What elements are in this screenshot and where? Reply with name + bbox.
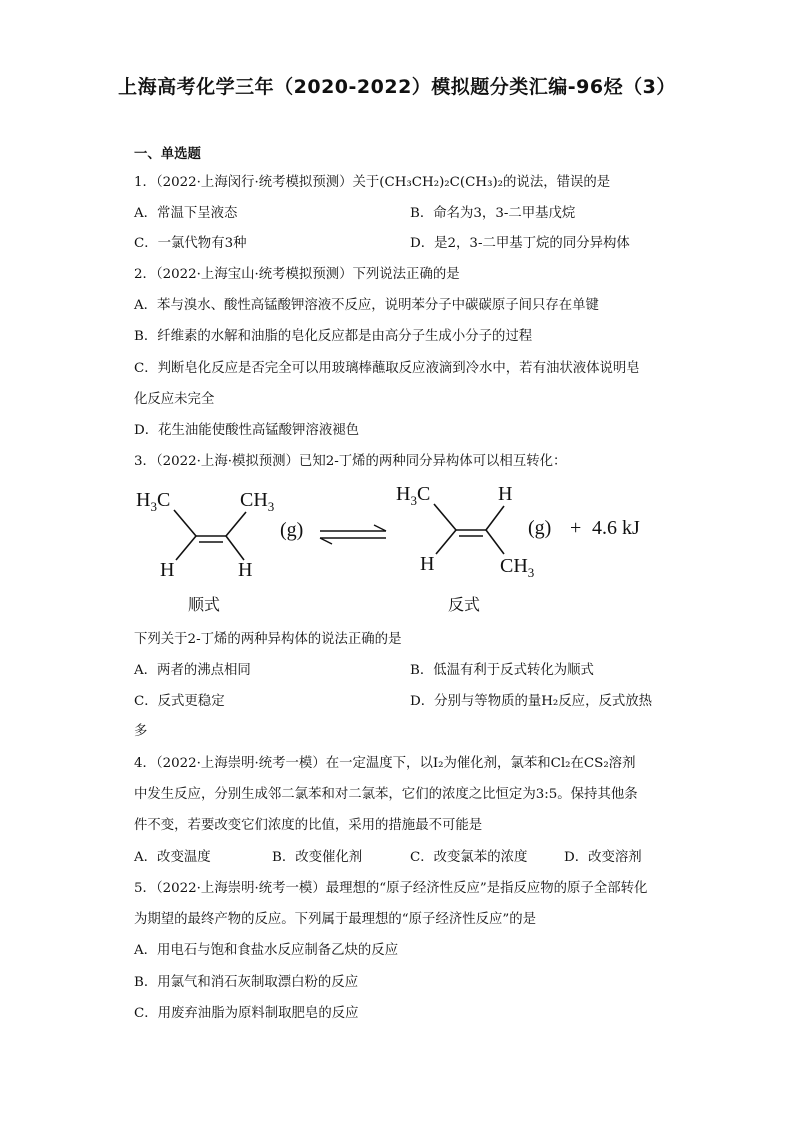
equilibrium-arrowhead-reverse [320,538,332,544]
reaction-energy: 4.6 kJ [592,517,640,539]
question-5-option-c[interactable]: C．用废弃油脂为原料制取肥皂的反应 [134,1006,359,1021]
question-5-stem-line2: 为期望的最终产物的反应。下列属于最理想的“原子经济性反应”的是 [134,912,537,927]
question-2-option-c-cont[interactable]: 化反应未完全 [134,392,215,407]
cis-h-right-label: H [238,559,253,581]
question-4-stem-line2: 中发生反应，分别生成邻二氯苯和对二氯苯，它们的浓度之比恒定为3:5。保持其他条 [134,787,638,802]
equilibrium-arrowhead-forward [374,525,386,531]
question-3-option-b[interactable]: B．低温有利于反式转化为顺式 [410,663,594,678]
cis-bond-upper-right [226,512,246,536]
question-4-stem-line1: 4．（2022·上海崇明·统考一模）在一定温度下，以I₂为催化剂，氯苯和Cl₂在CS₂溶剂 [134,756,636,771]
question-3-option-d[interactable]: D．分别与等物质的量H₂反应，反式放热 [410,694,653,709]
trans-h3c-label: $H_3C$ [396,483,431,508]
trans-ch3-label: $CH_3$ [500,555,535,580]
phase-right: (g) [528,517,552,539]
trans-bond-upper-left [434,504,456,530]
trans-bond-lower-right [486,530,504,554]
question-3-stem: 3．（2022·上海·模拟预测）已知2-丁烯的两种同分异构体可以相互转化： [134,454,567,469]
section-heading: 一、单选题 [134,147,201,162]
question-1-option-d[interactable]: D．是2，3-二甲基丁烷的同分异构体 [410,236,630,251]
question-2-option-d[interactable]: D．花生油能使酸性高锰酸钾溶液褪色 [134,423,359,438]
cis-h3c-label: $H_3C$ [136,489,171,514]
trans-bond-upper-right [486,506,504,530]
question-4-option-c[interactable]: C．改变氯苯的浓度 [410,850,528,865]
question-2-option-a[interactable]: A．苯与溴水、酸性高锰酸钾溶液不反应，说明苯分子中碳碳原子间只存在单键 [134,298,599,313]
cis-name-label: 顺式 [188,595,221,614]
cis-h-left-label: H [160,559,175,581]
question-1-formula: (CH₃CH₂)₂C(CH₃)₂ [379,175,504,190]
question-1-stem: 1．（2022·上海闵行·统考模拟预测）关于(CH₃CH₂)₂C(CH₃)₂的说法，错误的是 [134,175,611,190]
question-2-option-c[interactable]: C．判断皂化反应是否完全可以用玻璃棒蘸取反应液滴到冷水中，若有油状液体说明皂 [134,361,640,376]
question-5-option-a[interactable]: A．用电石与饱和食盐水反应制备乙炔的反应 [134,943,399,958]
cis-bond-lower-right [226,536,244,560]
question-5-stem-line1: 5．（2022·上海崇明·统考一模）最理想的“原子经济性反应”是指反应物的原子全部转化 [134,881,648,896]
question-1-option-a[interactable]: A．常温下呈液态 [134,206,238,221]
question-2-option-b[interactable]: B．纤维素的水解和油脂的皂化反应都是由高分子生成小分子的过程 [134,329,533,344]
trans-h-lower-label: H [420,553,435,575]
question-3-option-a[interactable]: A．两者的沸点相同 [134,663,251,678]
cis-bond-upper-left [174,510,196,536]
trans-h-upper-label: H [498,483,513,505]
question-3-option-c[interactable]: C．反式更稳定 [134,694,225,709]
plus-sign: + [570,517,582,539]
cis-bond-lower-left [176,536,196,560]
phase-left: (g) [280,519,304,541]
question-4-option-d[interactable]: D．改变溶剂 [564,850,642,865]
question-4-option-a[interactable]: A．改变温度 [134,850,211,865]
question-2-stem: 2．（2022·上海宝山·统考模拟预测）下列说法正确的是 [134,267,460,282]
question-4-stem-line3: 件不变，若要改变它们浓度的比值，采用的措施最不可能是 [134,818,483,833]
trans-name-label: 反式 [448,595,481,614]
question-3-option-d-cont[interactable]: 多 [134,724,148,739]
question-1-option-b[interactable]: B．命名为3，3-二甲基戊烷 [410,206,576,221]
question-3-followup: 下列关于2-丁烯的两种异构体的说法正确的是 [134,632,402,647]
question-4-option-b[interactable]: B．改变催化剂 [272,850,363,865]
question-5-option-b[interactable]: B．用氯气和消石灰制取漂白粉的反应 [134,975,359,990]
cis-ch3-label: $CH_3$ [240,489,275,514]
butene-isomerization-scheme [130,478,670,618]
page-title: 上海高考化学三年（2020-2022）模拟题分类汇编-96烃（3） [118,76,676,98]
trans-bond-lower-left [436,530,456,554]
question-1-option-c[interactable]: C．一氯代物有3种 [134,236,247,251]
